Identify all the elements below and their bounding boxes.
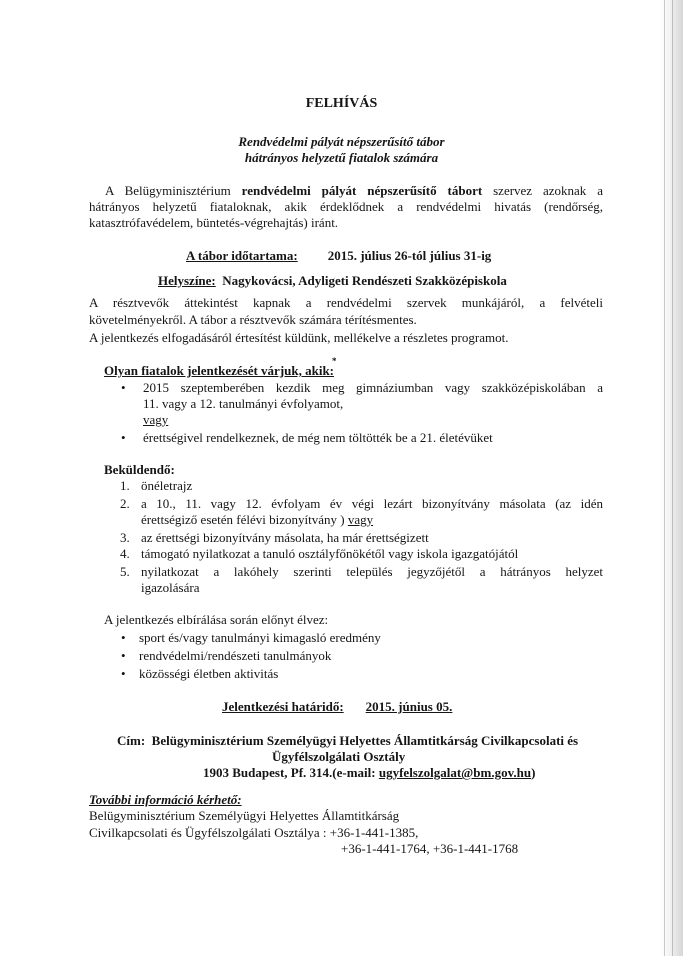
- eligibility-heading: Olyan fiatalok jelentkezését várjuk, akik:: [104, 363, 335, 378]
- advantage-item-1: sport és/vagy tanulmányi kimagasló eredmény: [139, 630, 381, 645]
- subtitle-line-1: Rendvédelmi pályát népszerűsítő tábor: [238, 134, 445, 149]
- submit-item-4-num: 4.: [120, 546, 130, 561]
- address-paren: ): [531, 765, 536, 780]
- bullet-icon: •: [121, 648, 126, 663]
- info-line-1: A résztvevők áttekintést kapnak a rendvédelmi szervek munkájáról, a felvételi: [89, 295, 603, 310]
- advantage-item-3: közösségi életben aktivitás: [139, 666, 279, 681]
- address-line-1: [117, 733, 578, 749]
- contact-line-2: Civilkapcsolati és Ügyfélszolgálati Osztálya : +36-1-441-1385,: [89, 825, 419, 840]
- address-line-2: Ügyfélszolgálati Osztály: [272, 749, 406, 764]
- location-label: Helyszíne:: [158, 273, 216, 288]
- bullet-icon: •: [121, 380, 126, 395]
- submit-item-2-line-2-text: érettségiző esetén félévi bizonyítvány ): [141, 512, 345, 527]
- page-title: FELHÍVÁS: [305, 96, 378, 111]
- location-row: [158, 273, 507, 289]
- deadline-label: Jelentkezési határidő:: [222, 699, 344, 714]
- submit-item-1-text: önéletrajz: [141, 478, 193, 493]
- address-org: Belügyminisztérium Személyügyi Helyettes Államtitkárság Civilkapcsolati és: [151, 733, 579, 748]
- bullet-icon: •: [121, 630, 126, 645]
- duration-row: [186, 248, 491, 264]
- intro-line-1: [105, 183, 603, 199]
- address-line-3: [203, 765, 535, 781]
- submit-item-3-num: 3.: [120, 530, 130, 545]
- address-postal: 1903 Budapest, Pf. 314.(e-mail:: [203, 765, 376, 780]
- eligibility-bullet-1-line-1: 2015 szeptemberében kezdik meg gimnáziumban vagy szakközépiskolában a: [143, 380, 603, 395]
- intro-lead: A Belügyminisztérium: [105, 183, 231, 198]
- info-line-3: A jelentkezés elfogadásáról értesítést küldünk, mellékelve a részletes programot.: [89, 330, 509, 345]
- advantage-heading: A jelentkezés elbírálása során előnyt élvez:: [104, 612, 329, 627]
- eligibility-or: vagy: [143, 412, 169, 427]
- info-line-2: követelményekről. A tábor a résztvevők számára térítésmentes.: [89, 312, 417, 327]
- intro-line-3: katasztrófavédelem, büntetés-végrehajtás) iránt.: [89, 215, 339, 230]
- contact-heading: További információ kérhető:: [89, 792, 242, 807]
- submit-item-2-or: vagy: [347, 512, 374, 527]
- duration-label: A tábor időtartama:: [186, 248, 298, 263]
- advantage-item-2: rendvédelmi/rendészeti tanulmányok: [139, 648, 332, 663]
- intro-bold: rendvédelmi pályát népszerűsítő tábort: [241, 183, 483, 198]
- submit-item-4-text: támogató nyilatkozat a tanuló osztályfőnökétől vagy iskola igazgatójától: [141, 546, 519, 561]
- eligibility-bullet-2: érettségivel rendelkeznek, de még nem töltötték be a 21. életévüket: [143, 430, 493, 445]
- location-value: Nagykovácsi, Adyligeti Rendészeti Szakközépiskola: [222, 273, 507, 288]
- intro-rest: szervez azoknak a: [493, 183, 603, 198]
- asterisk-mark: *: [332, 356, 337, 366]
- submit-item-5-line-2: igazolására: [141, 580, 200, 595]
- submit-item-2-line-2: [141, 512, 373, 528]
- submit-item-5-line-1: nyilatkozat a lakóhely szerinti település jegyzőjétől a hátrányos helyzet: [141, 564, 603, 579]
- address-label: Cím:: [117, 733, 146, 748]
- contact-line-3: +36-1-441-1764, +36-1-441-1768: [341, 841, 519, 856]
- bullet-icon: •: [121, 666, 126, 681]
- duration-value: 2015. július 26-tól július 31-ig: [327, 248, 492, 263]
- submit-item-5-num: 5.: [120, 564, 130, 579]
- eligibility-bullet-1-line-2: 11. vagy a 12. tanulmányi évfolyamot,: [143, 396, 344, 411]
- submit-item-1-num: 1.: [120, 478, 130, 493]
- deadline-row: [222, 699, 452, 715]
- submit-item-2-line-1: a 10., 11. vagy 12. évfolyam év végi lezárt bizonyítvány másolata (az idén: [141, 496, 603, 511]
- contact-line-1: Belügyminisztérium Személyügyi Helyettes Államtitkárság: [89, 808, 400, 823]
- submit-item-2-num: 2.: [120, 496, 130, 511]
- submit-heading: Beküldendő:: [104, 462, 175, 477]
- bullet-icon: •: [121, 430, 126, 445]
- submit-item-3-text: az érettségi bizonyítvány másolata, ha már érettségizett: [141, 530, 429, 545]
- deadline-value: 2015. június 05.: [365, 699, 453, 714]
- email-link[interactable]: ugyfelszolgalat@bm.gov.hu: [378, 765, 532, 780]
- intro-line-2: hátrányos helyzetű fiataloknak, akik érdeklődnek a rendvédelmi hivatás (rendőrség,: [89, 199, 603, 214]
- subtitle-line-2: hátrányos helyzetű fiatalok számára: [244, 150, 439, 165]
